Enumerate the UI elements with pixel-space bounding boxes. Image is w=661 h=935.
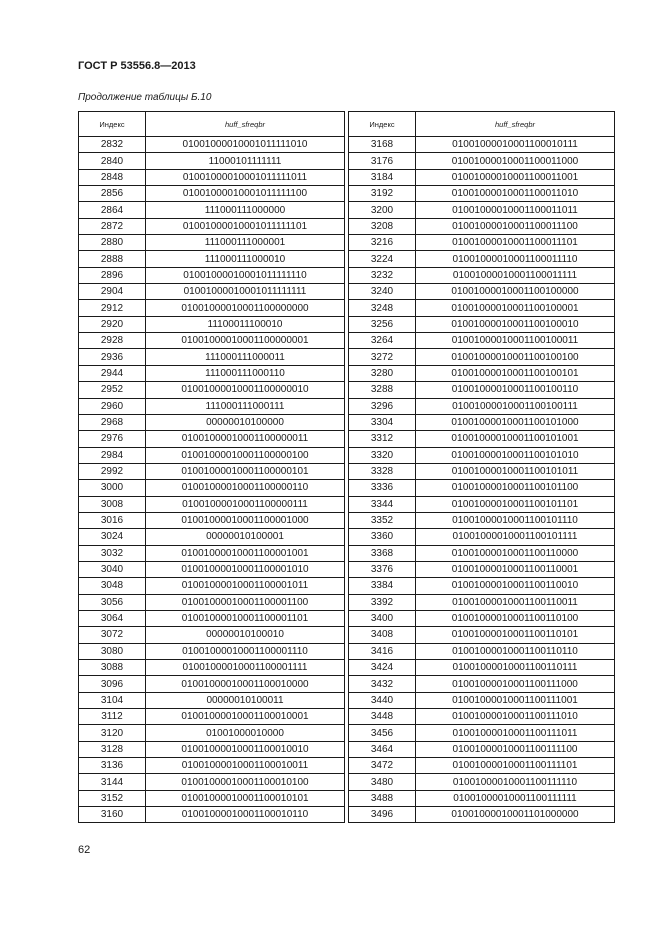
cell-index: 3128 <box>79 741 146 757</box>
cell-code: 01001000010001100000101 <box>146 463 345 479</box>
cell-index: 3088 <box>79 660 146 676</box>
cell-index: 3368 <box>349 545 416 561</box>
table-row <box>349 774 615 790</box>
cell-code: 01001000010001100110100 <box>416 610 615 626</box>
cell-code: 01001000010001100110111 <box>416 660 615 676</box>
cell-index: 3456 <box>349 725 416 741</box>
cell-index: 3024 <box>79 529 146 545</box>
cell-code: 01001000010001011111101 <box>146 218 345 234</box>
cell-index: 3056 <box>79 594 146 610</box>
table-row <box>349 790 615 806</box>
cell-index: 2848 <box>79 169 146 185</box>
cell-code: 01001000010001100100100 <box>416 349 615 365</box>
table-row <box>349 235 615 251</box>
table-row <box>79 676 345 692</box>
page-number: 62 <box>78 844 91 856</box>
cell-index: 3264 <box>349 333 416 349</box>
cell-index: 2896 <box>79 267 146 283</box>
table-row <box>349 414 615 430</box>
cell-index: 3400 <box>349 610 416 626</box>
cell-index: 3448 <box>349 709 416 725</box>
table-row <box>349 267 615 283</box>
table-row <box>349 186 615 202</box>
cell-code: 01001000010001100011100 <box>416 218 615 234</box>
cell-code: 11100011100010 <box>146 316 345 332</box>
cell-code: 01001000010001011111110 <box>146 267 345 283</box>
cell-index: 3240 <box>349 284 416 300</box>
table-row <box>79 480 345 496</box>
table-row <box>349 316 615 332</box>
cell-code: 01001000010001100101010 <box>416 447 615 463</box>
cell-code: 01001000010001100010011 <box>146 758 345 774</box>
cell-index: 2920 <box>79 316 146 332</box>
cell-index: 3040 <box>79 561 146 577</box>
table-row <box>349 741 615 757</box>
cell-index: 3104 <box>79 692 146 708</box>
table-row <box>79 365 345 381</box>
cell-index: 3248 <box>349 300 416 316</box>
cell-code: 01001000010001100000010 <box>146 382 345 398</box>
table-row <box>349 251 615 267</box>
table-row <box>79 545 345 561</box>
cell-code: 01001000010001100001001 <box>146 545 345 561</box>
cell-code: 01001000010001100110000 <box>416 545 615 561</box>
table-row <box>349 137 615 153</box>
cell-code: 00000010100000 <box>146 414 345 430</box>
cell-index: 3336 <box>349 480 416 496</box>
table-row <box>79 725 345 741</box>
cell-code: 01001000010001011111100 <box>146 186 345 202</box>
table-left-half <box>78 111 345 823</box>
cell-index: 2928 <box>79 333 146 349</box>
cell-index: 3496 <box>349 807 416 823</box>
cell-code: 01001000010001100111000 <box>416 676 615 692</box>
cell-index: 3488 <box>349 790 416 806</box>
table-row <box>349 594 615 610</box>
cell-index: 2888 <box>79 251 146 267</box>
cell-index: 3232 <box>349 267 416 283</box>
cell-index: 3048 <box>79 578 146 594</box>
table-left-body <box>79 137 345 823</box>
cell-code: 111000111000001 <box>146 235 345 251</box>
table-row <box>79 758 345 774</box>
cell-code: 01001000010001100000111 <box>146 496 345 512</box>
cell-index: 3376 <box>349 561 416 577</box>
cell-code: 111000111000011 <box>146 349 345 365</box>
cell-code: 01001000010001011111010 <box>146 137 345 153</box>
table-row <box>79 137 345 153</box>
cell-index: 3168 <box>349 137 416 153</box>
cell-code: 01001000010001100100010 <box>416 316 615 332</box>
table-row <box>79 153 345 169</box>
table-row <box>79 300 345 316</box>
cell-code: 111000111000010 <box>146 251 345 267</box>
table-row <box>349 660 615 676</box>
cell-code: 01001000010001100110110 <box>416 643 615 659</box>
cell-code: 111000111000111 <box>146 398 345 414</box>
table-row <box>349 398 615 414</box>
table-row <box>349 480 615 496</box>
cell-code: 01001000010001100110010 <box>416 578 615 594</box>
cell-code: 01001000010001100010101 <box>146 790 345 806</box>
cell-index: 3064 <box>79 610 146 626</box>
cell-index: 3352 <box>349 512 416 528</box>
cell-code: 01001000010001100011101 <box>416 235 615 251</box>
table-row <box>79 447 345 463</box>
cell-index: 3320 <box>349 447 416 463</box>
table-row <box>79 578 345 594</box>
table-right-body <box>349 137 615 823</box>
table-header-row <box>349 112 615 137</box>
cell-code: 01001000010001100000100 <box>146 447 345 463</box>
header-code: huff_sfreqbr <box>416 112 615 137</box>
table-row <box>79 284 345 300</box>
cell-index: 2984 <box>79 447 146 463</box>
cell-index: 2840 <box>79 153 146 169</box>
cell-code: 01001000010001100100111 <box>416 398 615 414</box>
cell-code: 01001000010001100011001 <box>416 169 615 185</box>
code-table <box>78 111 615 823</box>
table-row <box>349 496 615 512</box>
cell-index: 2832 <box>79 137 146 153</box>
cell-code: 111000111000110 <box>146 365 345 381</box>
cell-index: 3016 <box>79 512 146 528</box>
table-row <box>79 790 345 806</box>
table-row <box>349 153 615 169</box>
table-row <box>349 382 615 398</box>
cell-code: 01001000010001100101110 <box>416 512 615 528</box>
cell-index: 3200 <box>349 202 416 218</box>
table-row <box>79 169 345 185</box>
cell-index: 3192 <box>349 186 416 202</box>
cell-index: 3096 <box>79 676 146 692</box>
cell-index: 3176 <box>349 153 416 169</box>
cell-index: 3152 <box>79 790 146 806</box>
table-row <box>349 643 615 659</box>
cell-code: 01001000010001100100101 <box>416 365 615 381</box>
table-row <box>349 169 615 185</box>
cell-code: 01001000010001100110101 <box>416 627 615 643</box>
cell-code: 01001000010001100011011 <box>416 202 615 218</box>
cell-index: 3392 <box>349 594 416 610</box>
table-row <box>349 447 615 463</box>
cell-code: 01001000010001100100001 <box>416 300 615 316</box>
table-row <box>349 202 615 218</box>
cell-index: 3136 <box>79 758 146 774</box>
cell-index: 2904 <box>79 284 146 300</box>
cell-index: 3424 <box>349 660 416 676</box>
cell-index: 3360 <box>349 529 416 545</box>
cell-code: 01001000010001100111011 <box>416 725 615 741</box>
cell-code: 01001000010001101000000 <box>416 807 615 823</box>
cell-index: 2856 <box>79 186 146 202</box>
cell-index: 3464 <box>349 741 416 757</box>
cell-index: 3472 <box>349 758 416 774</box>
table-row <box>79 709 345 725</box>
cell-index: 3384 <box>349 578 416 594</box>
cell-index: 2960 <box>79 398 146 414</box>
cell-code: 01001000010001100101000 <box>416 414 615 430</box>
table-row <box>349 610 615 626</box>
cell-code: 01001000010001100001110 <box>146 643 345 659</box>
cell-index: 3304 <box>349 414 416 430</box>
header-index: Индекс <box>349 112 416 137</box>
cell-index: 3440 <box>349 692 416 708</box>
table-row <box>79 414 345 430</box>
table-row <box>79 202 345 218</box>
table-row <box>349 578 615 594</box>
cell-index: 2944 <box>79 365 146 381</box>
cell-code: 01001000010001100111111 <box>416 790 615 806</box>
cell-code: 01001000010001100101111 <box>416 529 615 545</box>
table-row <box>79 774 345 790</box>
cell-index: 2880 <box>79 235 146 251</box>
cell-index: 3008 <box>79 496 146 512</box>
cell-index: 3480 <box>349 774 416 790</box>
cell-index: 2864 <box>79 202 146 218</box>
cell-code: 01001000010001100000011 <box>146 431 345 447</box>
cell-index: 3144 <box>79 774 146 790</box>
table-row <box>79 807 345 823</box>
cell-code: 01001000010001100010000 <box>146 676 345 692</box>
cell-index: 3296 <box>349 398 416 414</box>
table-caption: Продолжение таблицы Б.10 <box>78 92 212 103</box>
table-row <box>79 512 345 528</box>
cell-code: 01001000010001100111010 <box>416 709 615 725</box>
table-row <box>79 267 345 283</box>
cell-index: 3432 <box>349 676 416 692</box>
table-row <box>79 463 345 479</box>
cell-index: 3224 <box>349 251 416 267</box>
cell-index: 3328 <box>349 463 416 479</box>
cell-index: 3312 <box>349 431 416 447</box>
table-row <box>79 398 345 414</box>
table-row <box>349 692 615 708</box>
table-row <box>79 660 345 676</box>
table-row <box>79 496 345 512</box>
table-row <box>79 333 345 349</box>
cell-code: 01001000010001100100011 <box>416 333 615 349</box>
table-row <box>349 463 615 479</box>
cell-index: 2976 <box>79 431 146 447</box>
cell-code: 01001000010001100000110 <box>146 480 345 496</box>
cell-index: 3080 <box>79 643 146 659</box>
cell-code: 01001000010001100111101 <box>416 758 615 774</box>
cell-index: 3160 <box>79 807 146 823</box>
cell-index: 3000 <box>79 480 146 496</box>
cell-code: 01001000010001100111110 <box>416 774 615 790</box>
table-row <box>349 807 615 823</box>
cell-index: 3344 <box>349 496 416 512</box>
cell-code: 11000101111111 <box>146 153 345 169</box>
cell-code: 00000010100011 <box>146 692 345 708</box>
cell-code: 01001000010001100010111 <box>416 137 615 153</box>
cell-code: 01001000010001100001011 <box>146 578 345 594</box>
cell-index: 3416 <box>349 643 416 659</box>
table-row <box>349 512 615 528</box>
cell-code: 01001000010001100010100 <box>146 774 345 790</box>
table-row <box>349 300 615 316</box>
cell-code: 01001000010001100010110 <box>146 807 345 823</box>
cell-index: 2912 <box>79 300 146 316</box>
table-row <box>79 316 345 332</box>
cell-index: 3184 <box>349 169 416 185</box>
cell-index: 3112 <box>79 709 146 725</box>
cell-code: 01001000010001100001100 <box>146 594 345 610</box>
cell-index: 3256 <box>349 316 416 332</box>
cell-index: 2952 <box>79 382 146 398</box>
header-code: huff_sfreqbr <box>146 112 345 137</box>
cell-index: 2992 <box>79 463 146 479</box>
cell-code: 01001000010001100011010 <box>416 186 615 202</box>
cell-code: 01001000010001100110011 <box>416 594 615 610</box>
table-row <box>349 758 615 774</box>
document-title: ГОСТ Р 53556.8—2013 <box>78 60 196 72</box>
table-row <box>349 431 615 447</box>
header-index: Индекс <box>79 112 146 137</box>
table-row <box>349 545 615 561</box>
cell-code: 01001000010001100101001 <box>416 431 615 447</box>
cell-index: 3272 <box>349 349 416 365</box>
cell-code: 01001000010001100001111 <box>146 660 345 676</box>
table-row <box>349 627 615 643</box>
cell-index: 3280 <box>349 365 416 381</box>
table-row <box>79 741 345 757</box>
table-header-row <box>79 112 345 137</box>
cell-code: 01001000010001100010001 <box>146 709 345 725</box>
cell-code: 01001000010001100101011 <box>416 463 615 479</box>
cell-index: 2968 <box>79 414 146 430</box>
cell-index: 3072 <box>79 627 146 643</box>
table-right-half <box>348 111 615 823</box>
table-row <box>79 643 345 659</box>
table-row <box>349 725 615 741</box>
cell-code: 01001000010001011111111 <box>146 284 345 300</box>
cell-index: 2936 <box>79 349 146 365</box>
cell-index: 3120 <box>79 725 146 741</box>
table-row <box>79 218 345 234</box>
cell-code: 01001000010000 <box>146 725 345 741</box>
cell-index: 3032 <box>79 545 146 561</box>
table-row <box>79 529 345 545</box>
cell-index: 3216 <box>349 235 416 251</box>
cell-code: 01001000010001100011110 <box>416 251 615 267</box>
table-row <box>349 349 615 365</box>
cell-code: 111000111000000 <box>146 202 345 218</box>
table-row <box>79 186 345 202</box>
table-row <box>79 349 345 365</box>
cell-code: 01001000010001011111011 <box>146 169 345 185</box>
cell-code: 01001000010001100001000 <box>146 512 345 528</box>
table-row <box>79 561 345 577</box>
table-row <box>79 627 345 643</box>
table-row <box>79 610 345 626</box>
cell-code: 01001000010001100111100 <box>416 741 615 757</box>
cell-code: 01001000010001100010010 <box>146 741 345 757</box>
cell-code: 01001000010001100001010 <box>146 561 345 577</box>
cell-index: 3288 <box>349 382 416 398</box>
table-row <box>349 284 615 300</box>
table-row <box>79 382 345 398</box>
cell-code: 01001000010001100100110 <box>416 382 615 398</box>
cell-code: 00000010100001 <box>146 529 345 545</box>
cell-code: 01001000010001100100000 <box>416 284 615 300</box>
table-row <box>79 431 345 447</box>
table-row <box>349 529 615 545</box>
cell-index: 3408 <box>349 627 416 643</box>
cell-code: 01001000010001100011111 <box>416 267 615 283</box>
table-row <box>349 218 615 234</box>
table-row <box>79 251 345 267</box>
table-row <box>349 561 615 577</box>
cell-code: 01001000010001100101100 <box>416 480 615 496</box>
table-row <box>349 709 615 725</box>
cell-code: 01001000010001100011000 <box>416 153 615 169</box>
table-row <box>349 333 615 349</box>
cell-code: 01001000010001100111001 <box>416 692 615 708</box>
cell-code: 01001000010001100000001 <box>146 333 345 349</box>
cell-code: 01001000010001100101101 <box>416 496 615 512</box>
cell-code: 01001000010001100001101 <box>146 610 345 626</box>
cell-index: 3208 <box>349 218 416 234</box>
table-row <box>349 676 615 692</box>
cell-code: 01001000010001100110001 <box>416 561 615 577</box>
table-row <box>349 365 615 381</box>
table-row <box>79 594 345 610</box>
cell-code: 00000010100010 <box>146 627 345 643</box>
cell-code: 01001000010001100000000 <box>146 300 345 316</box>
table-row <box>79 235 345 251</box>
cell-index: 2872 <box>79 218 146 234</box>
table-row <box>79 692 345 708</box>
